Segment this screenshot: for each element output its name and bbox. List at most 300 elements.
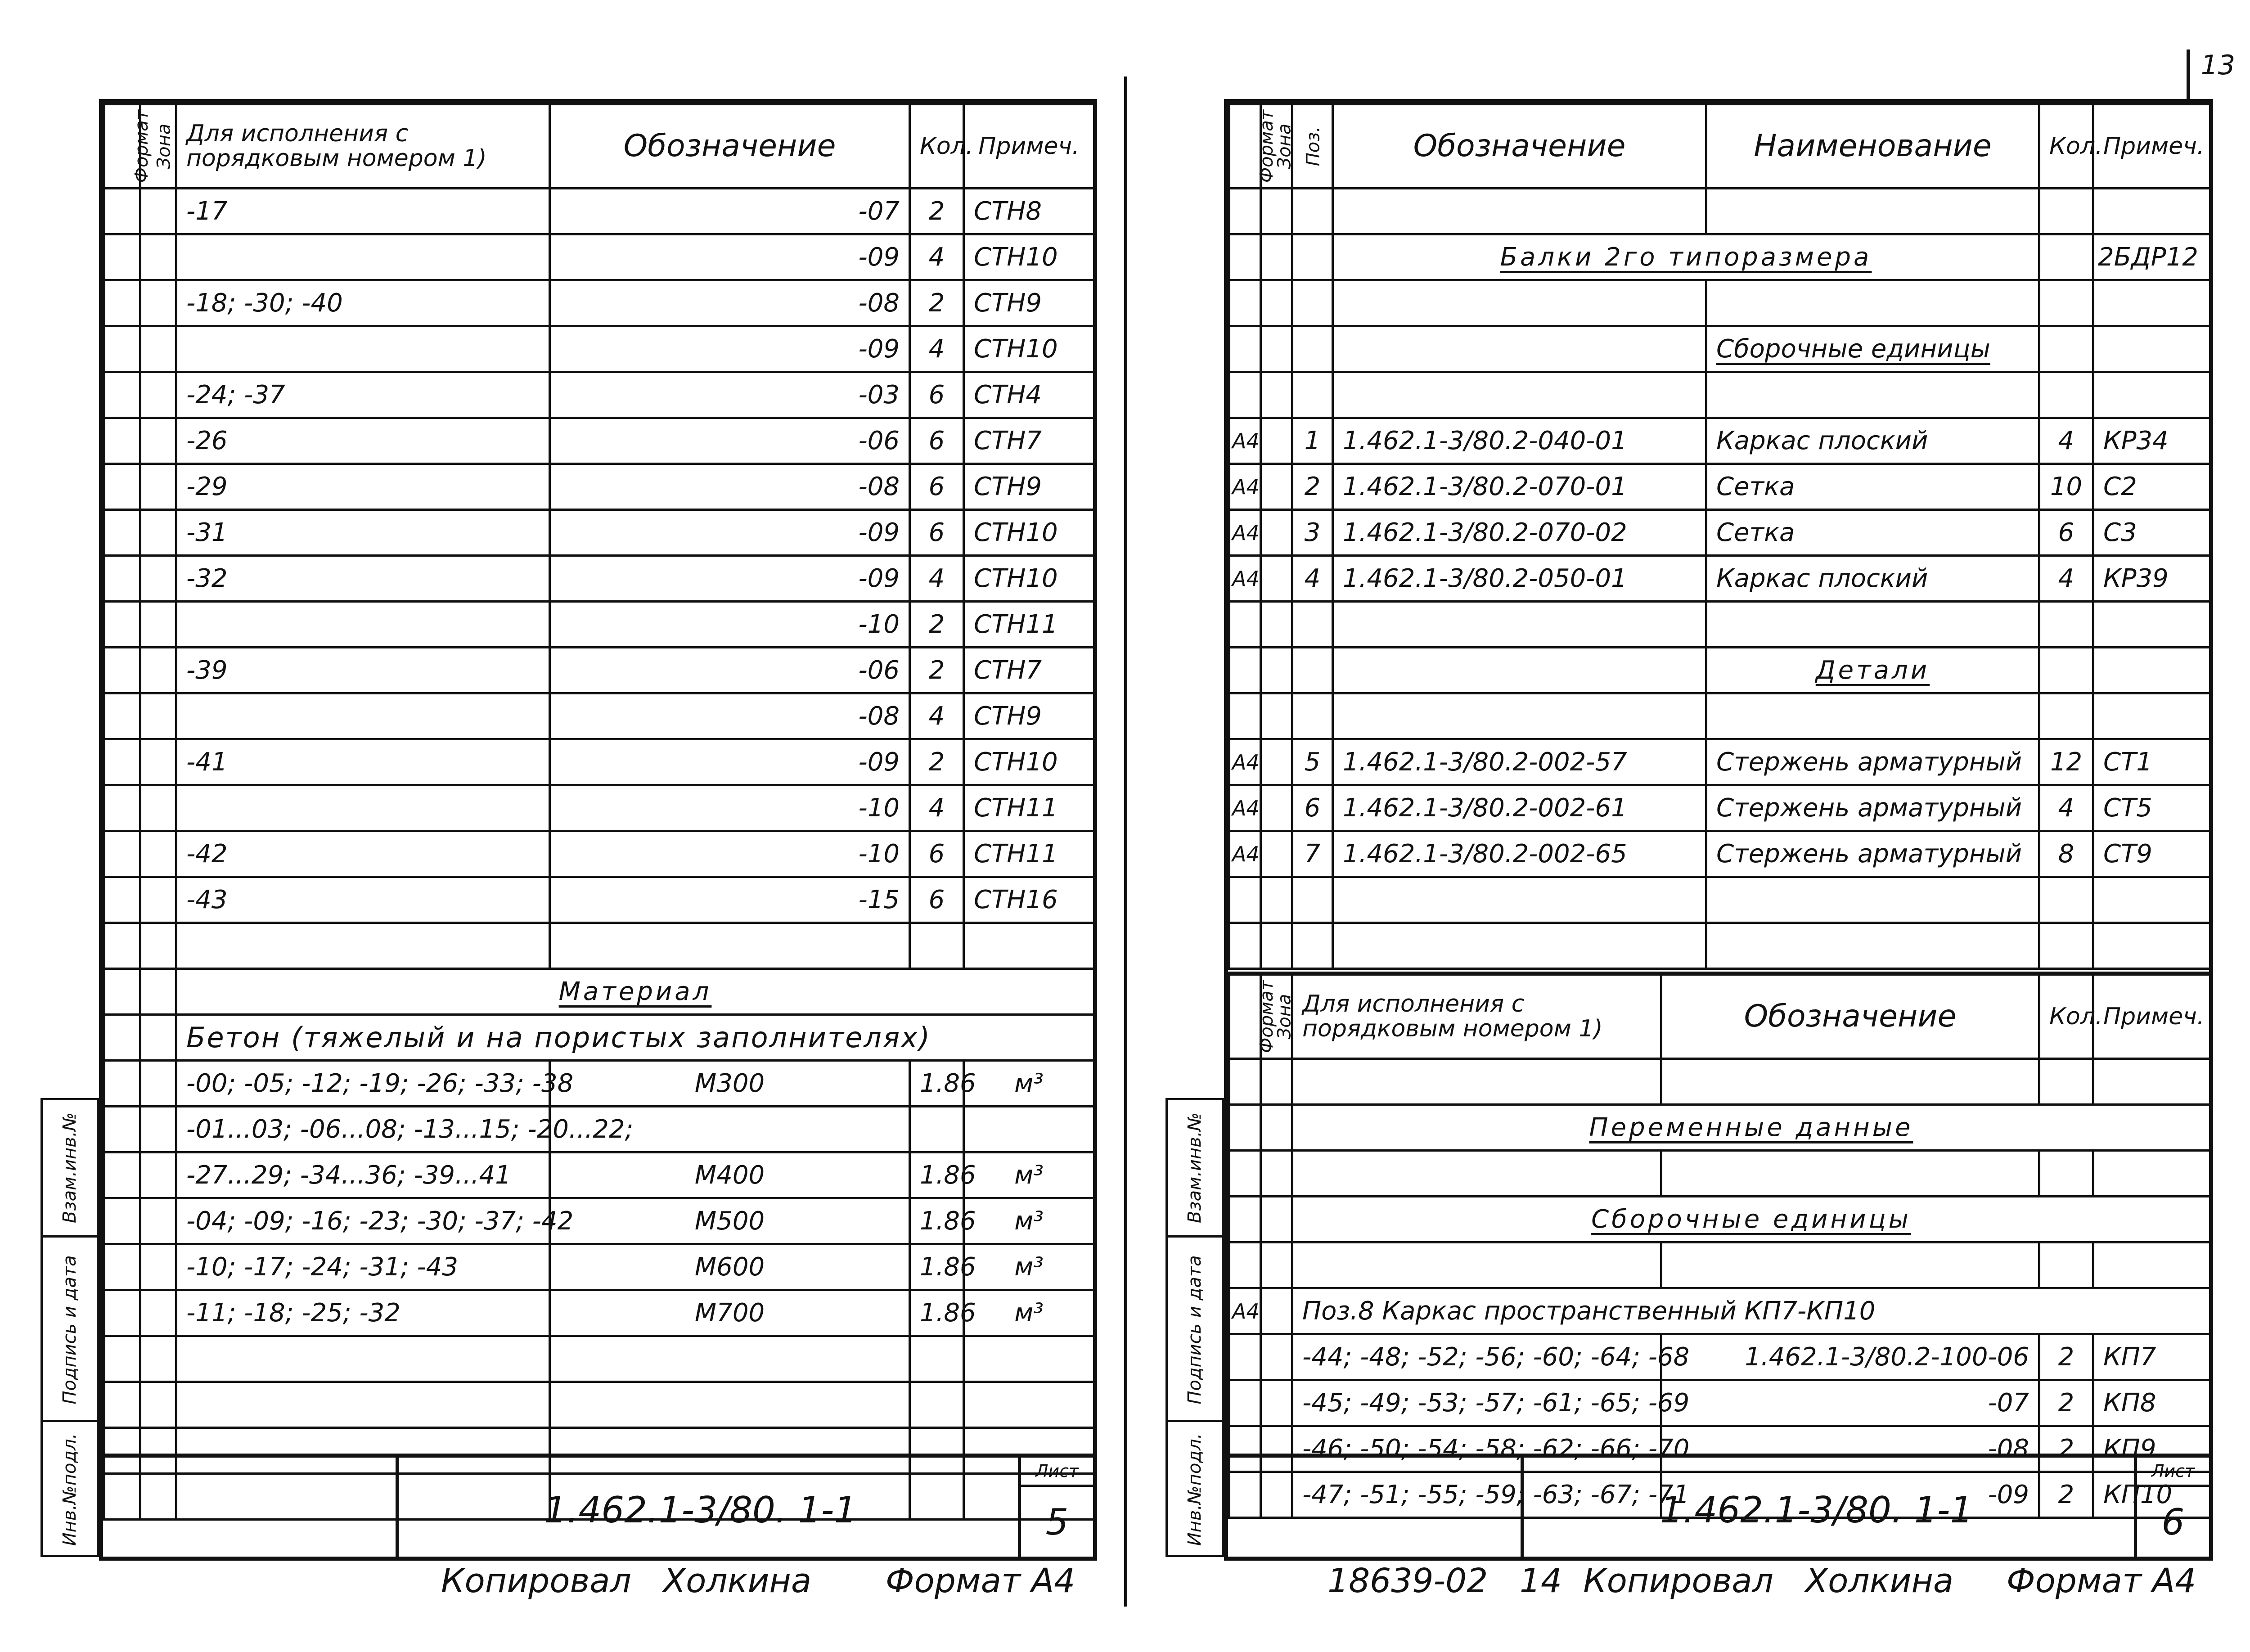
qty-cell: 2 — [910, 602, 964, 648]
unit-cell — [964, 1336, 1094, 1382]
blank-cell — [140, 602, 176, 648]
page-number: 13 — [2200, 50, 2235, 81]
assembly2-title-row — [1229, 1197, 2210, 1242]
blank-cell — [140, 877, 176, 923]
designation-cell: -07 — [1661, 1380, 2039, 1426]
table-row — [104, 280, 1094, 326]
variant-cell — [176, 923, 550, 969]
pos-cell: 6 — [1292, 785, 1333, 831]
table-row — [104, 1198, 1094, 1244]
note-cell: СТН10 — [964, 510, 1094, 556]
table-row — [104, 326, 1094, 372]
blank-cell — [104, 1107, 140, 1152]
table-row — [1229, 418, 2210, 464]
right-footer — [1328, 1562, 2196, 1600]
qty-cell: 4 — [910, 785, 964, 831]
blank-cell — [104, 602, 140, 648]
table-row — [1229, 1334, 2210, 1380]
name-header: Наименование — [1706, 104, 2039, 189]
blank-cell — [104, 693, 140, 739]
left-title-block — [103, 1454, 1093, 1557]
qty-cell: 6 — [910, 877, 964, 923]
grade-cell: М400 — [550, 1152, 910, 1198]
name-cell: Стержень арматурный — [1706, 739, 2039, 785]
right-variable-table — [1228, 972, 2211, 1519]
sheet-box — [2134, 1458, 2209, 1557]
blank-row — [1229, 1151, 2210, 1197]
designation-cell: 1.462.1-3/80.2-070-01 — [1333, 464, 1706, 510]
zone-header: Зона — [1261, 974, 1292, 1059]
sheet-number: 5 — [1045, 1501, 1069, 1543]
blank-cell — [1261, 739, 1292, 785]
note-cell: КР34 — [2093, 418, 2210, 464]
variant-header: Для исполнения с порядковым номером 1) — [1292, 974, 1661, 1059]
blank-cell — [104, 1336, 140, 1382]
pos8-title-row — [1229, 1288, 2210, 1334]
blank-row — [1229, 877, 2210, 923]
concrete-rows — [104, 1061, 1094, 1520]
designation-cell: -09 — [550, 326, 910, 372]
left-footer — [441, 1562, 1075, 1600]
blank-cell — [140, 556, 176, 602]
variant-cell: -10; -17; -24; -31; -43 — [176, 1244, 550, 1290]
variant-cell: -43 — [176, 877, 550, 923]
variant-cell: -27...29; -34...36; -39...41 — [176, 1152, 550, 1198]
blank-cell — [104, 877, 140, 923]
qty-cell: 1.86 — [910, 1061, 964, 1107]
variant-cell — [176, 602, 550, 648]
qty-cell: 2 — [910, 280, 964, 326]
blank-cell — [140, 923, 176, 969]
blank-cell — [104, 464, 140, 510]
blank-cell — [140, 280, 176, 326]
blank-cell — [140, 1382, 176, 1428]
table-row — [104, 1336, 1094, 1382]
designation-cell — [550, 923, 910, 969]
details-title-row — [1229, 648, 2210, 693]
grade-cell: М700 — [550, 1290, 910, 1336]
unit-cell: м³ — [964, 1198, 1094, 1244]
format-cell: А4 — [1229, 1288, 1261, 1334]
qty-cell — [910, 1107, 964, 1152]
right-title-block — [1228, 1454, 2209, 1557]
variant-cell: -26 — [176, 418, 550, 464]
designation-cell: 1.462.1-3/80.2-070-02 — [1333, 510, 1706, 556]
grade-cell: М500 — [550, 1198, 910, 1244]
designation-cell: -10 — [550, 831, 910, 877]
designation-cell: 1.462.1-3/80.2-050-01 — [1333, 556, 1706, 602]
grade-cell — [550, 1336, 910, 1382]
qty-cell: 1.86 — [910, 1244, 964, 1290]
format-cell: А4 — [1229, 785, 1261, 831]
designation-cell: -06 — [550, 648, 910, 693]
blank-cell — [104, 372, 140, 418]
sheet-label: Лист — [2137, 1461, 2209, 1487]
blank-row — [1229, 372, 2210, 418]
blank-cell — [1261, 1380, 1292, 1426]
blank-cell — [140, 1198, 176, 1244]
note-cell: СТН7 — [964, 418, 1094, 464]
qty-cell: 2 — [2039, 1472, 2093, 1518]
blank-cell — [140, 418, 176, 464]
variant-cell: -39 — [176, 648, 550, 693]
sheet-label: Лист — [1021, 1461, 1093, 1487]
table-row — [104, 831, 1094, 877]
note-cell — [964, 923, 1094, 969]
qty-cell: 6 — [910, 372, 964, 418]
qty-cell: 4 — [910, 326, 964, 372]
pos-header: Поз. — [1292, 104, 1333, 189]
blank-cell — [1261, 464, 1292, 510]
qty-cell: 8 — [2039, 831, 2093, 877]
table-row — [104, 923, 1094, 969]
note-cell: СТН7 — [964, 648, 1094, 693]
blank-cell — [140, 1290, 176, 1336]
stamp-divider — [396, 1458, 399, 1557]
blank-cell — [140, 648, 176, 693]
blank-cell — [104, 1244, 140, 1290]
copied-name: Холкина — [1805, 1562, 1954, 1600]
designation-cell: -06 — [550, 418, 910, 464]
table-row — [104, 1290, 1094, 1336]
note-cell: СТН10 — [964, 556, 1094, 602]
variant-cell: -17 — [176, 189, 550, 234]
side-field: Взам.инв.№ — [1184, 1112, 1205, 1224]
table-row — [104, 1061, 1094, 1107]
designation-cell: 1.462.1-3/80.2-002-57 — [1333, 739, 1706, 785]
variant-cell: -04; -09; -16; -23; -30; -37; -42 — [176, 1198, 550, 1244]
table-row — [104, 556, 1094, 602]
qty-cell: 4 — [2039, 556, 2093, 602]
blank-cell — [104, 1152, 140, 1198]
left-spec-table — [103, 103, 1095, 1521]
designation-cell: -07 — [550, 189, 910, 234]
table-header — [104, 104, 1094, 189]
blank-cell — [140, 372, 176, 418]
designation-header: Обозначение — [1661, 974, 2039, 1059]
detail-rows — [1229, 739, 2210, 877]
side-field: Инв.№подл. — [1168, 1420, 1222, 1557]
table-row — [104, 234, 1094, 280]
format-label: Формат А4 — [2006, 1562, 2196, 1600]
blank-cell — [140, 739, 176, 785]
note-cell: СТ5 — [2093, 785, 2210, 831]
left-side-stamp — [40, 1098, 99, 1557]
qty-cell: 12 — [2039, 739, 2093, 785]
note-cell: СТН9 — [964, 280, 1094, 326]
blank-cell — [104, 1382, 140, 1428]
format-cell: А4 — [1229, 418, 1261, 464]
variant-cell — [176, 693, 550, 739]
side-field: Взам.инв.№ — [59, 1112, 80, 1224]
variant-cell — [176, 326, 550, 372]
designation-cell: -08 — [1661, 1426, 2039, 1472]
variant-cell: -41 — [176, 739, 550, 785]
note-cell: СТН8 — [964, 189, 1094, 234]
qty-header: Кол. — [2039, 104, 2093, 189]
blank-cell — [104, 1290, 140, 1336]
note-cell: СТ9 — [2093, 831, 2210, 877]
name-cell: Каркас плоский — [1706, 418, 2039, 464]
copied-label: Копировал — [1583, 1562, 1773, 1600]
qty-cell — [910, 1382, 964, 1428]
grade-cell: М300 — [550, 1061, 910, 1107]
blank-cell — [1229, 1380, 1261, 1426]
designation-cell: -08 — [550, 693, 910, 739]
format-cell: А4 — [1229, 739, 1261, 785]
qty-cell: 2 — [2039, 1426, 2093, 1472]
qty-cell: 6 — [910, 831, 964, 877]
qty-cell: 4 — [910, 693, 964, 739]
blank-cell — [104, 326, 140, 372]
table-row — [104, 1152, 1094, 1198]
blank-cell — [1261, 785, 1292, 831]
blank-cell — [104, 510, 140, 556]
designation-cell: 1.462.1-3/80.2-002-61 — [1333, 785, 1706, 831]
blank-cell — [104, 280, 140, 326]
sheet-number: 6 — [2161, 1501, 2185, 1543]
blank-row — [1229, 693, 2210, 739]
designation-cell: -10 — [550, 785, 910, 831]
pos-cell: 5 — [1292, 739, 1333, 785]
variant-cell: -24; -37 — [176, 372, 550, 418]
name-cell: Сетка — [1706, 464, 2039, 510]
drawing-code: 1.462.1-3/80. 1-1 — [544, 1489, 857, 1531]
note-cell: КП10 — [2093, 1472, 2210, 1518]
zone-header: Зона — [1261, 104, 1292, 189]
note-cell: КР39 — [2093, 556, 2210, 602]
note-cell: С3 — [2093, 510, 2210, 556]
archive-ref: 18639-02 — [1328, 1562, 1488, 1600]
table-row — [104, 693, 1094, 739]
table-row — [1229, 556, 2210, 602]
table-row — [104, 648, 1094, 693]
note-cell: СТН16 — [964, 877, 1094, 923]
note-cell: СТН10 — [964, 234, 1094, 280]
left-sheet — [99, 99, 1097, 1561]
grade-cell: М600 — [550, 1244, 910, 1290]
variable-title-row — [1229, 1105, 2210, 1151]
designation-cell: -15 — [550, 877, 910, 923]
qty-cell: 4 — [2039, 418, 2093, 464]
format-cell: А4 — [1229, 464, 1261, 510]
blank-cell — [140, 510, 176, 556]
pos-cell: 1 — [1292, 418, 1333, 464]
designation-cell: -10 — [550, 602, 910, 648]
designation-cell: -03 — [550, 372, 910, 418]
blank-cell — [140, 1336, 176, 1382]
blank-cell — [104, 785, 140, 831]
designation-cell: -08 — [550, 280, 910, 326]
table-row — [104, 372, 1094, 418]
format-header: Формат — [1229, 974, 1261, 1059]
table-row — [1229, 739, 2210, 785]
qty-cell: 1.86 — [910, 1198, 964, 1244]
copied-name: Холкина — [663, 1562, 812, 1600]
note-cell: С2 — [2093, 464, 2210, 510]
side-field: Подпись и дата — [1168, 1235, 1222, 1422]
note-cell: СТН11 — [964, 602, 1094, 648]
qty-cell: 6 — [2039, 510, 2093, 556]
designation-cell: -08 — [550, 464, 910, 510]
copied-label: Копировал — [441, 1562, 631, 1600]
variant-cell: -01...03; -06...08; -13...15; -20...22; — [176, 1107, 550, 1152]
page-number-bar — [2187, 50, 2190, 99]
right-sheet — [1224, 99, 2213, 1561]
format-cell: А4 — [1229, 556, 1261, 602]
assembly2-title: Сборочные единицы — [1292, 1197, 2210, 1242]
blank-cell — [1261, 1334, 1292, 1380]
qty-cell: 2 — [2039, 1334, 2093, 1380]
table-row — [1229, 510, 2210, 556]
note-cell: СТН10 — [964, 739, 1094, 785]
table-row — [104, 877, 1094, 923]
qty-cell: 4 — [910, 234, 964, 280]
format-label: Формат А4 — [885, 1562, 1076, 1600]
blank-cell — [104, 418, 140, 464]
variant-cell: -18; -30; -40 — [176, 280, 550, 326]
format-header: Формат — [104, 104, 140, 189]
table-row — [1229, 831, 2210, 877]
sheet-box — [1018, 1458, 1093, 1557]
variant-cell: -46; -50; -54; -58; -62; -66; -70 — [1292, 1426, 1661, 1472]
designation-cell: -09 — [550, 234, 910, 280]
blank-cell — [104, 1061, 140, 1107]
qty-header: Кол. — [2039, 974, 2093, 1059]
blank-row — [1229, 923, 2210, 969]
variant-cell: -29 — [176, 464, 550, 510]
qty-cell: 1.86 — [910, 1290, 964, 1336]
variant-header: Для исполнения с порядковым номером 1) — [176, 104, 550, 189]
zone-header: Зона — [140, 104, 176, 189]
blank-row — [1229, 280, 2210, 326]
variant-cell: -45; -49; -53; -57; -61; -65; -69 — [1292, 1380, 1661, 1426]
qty-cell: 6 — [910, 418, 964, 464]
format-cell: А4 — [1229, 831, 1261, 877]
qty-cell: 10 — [2039, 464, 2093, 510]
variant-cell: -00; -05; -12; -19; -26; -33; -38 — [176, 1061, 550, 1107]
assembly-title-row — [1229, 326, 2210, 372]
note-cell: СТН9 — [964, 464, 1094, 510]
designation-header: Обозначение — [550, 104, 910, 189]
qty-cell: 2 — [910, 739, 964, 785]
beams-note: 2БДР12 — [2093, 234, 2210, 280]
blank-cell — [140, 693, 176, 739]
table-header — [1229, 104, 2210, 189]
designation-cell: -09 — [1661, 1472, 2039, 1518]
format-header: Формат — [1229, 104, 1261, 189]
variant-cell — [176, 234, 550, 280]
table-row — [104, 464, 1094, 510]
right-side-stamp — [1166, 1098, 1224, 1557]
assembly-rows — [1229, 418, 2210, 602]
designation-cell: 1.462.1-3/80.2-100-06 — [1661, 1334, 2039, 1380]
blank-cell — [140, 1061, 176, 1107]
variant-cell — [176, 785, 550, 831]
pos-cell: 7 — [1292, 831, 1333, 877]
blank-cell — [104, 234, 140, 280]
blank-cell — [104, 189, 140, 234]
designation-cell: -09 — [550, 510, 910, 556]
table-row — [104, 1382, 1094, 1428]
table-row — [104, 1244, 1094, 1290]
name-cell: Стержень арматурный — [1706, 785, 2039, 831]
beams-title: Балки 2го типоразмера — [1333, 234, 2039, 280]
format-cell: А4 — [1229, 510, 1261, 556]
unit-cell: м³ — [964, 1152, 1094, 1198]
blank-cell — [104, 1198, 140, 1244]
blank-row — [1229, 602, 2210, 648]
blank-cell — [104, 648, 140, 693]
note-cell: СТ1 — [2093, 739, 2210, 785]
fold-line — [1124, 77, 1127, 1607]
blank-cell — [104, 556, 140, 602]
pos-cell: 2 — [1292, 464, 1333, 510]
qty-cell — [910, 923, 964, 969]
name-cell: Сетка — [1706, 510, 2039, 556]
qty-cell: 6 — [910, 510, 964, 556]
name-cell: Каркас плоский — [1706, 556, 2039, 602]
table-row — [104, 739, 1094, 785]
qty-cell: 2 — [910, 189, 964, 234]
table-row — [1229, 1380, 2210, 1426]
blank-cell — [140, 189, 176, 234]
note-cell: КП8 — [2093, 1380, 2210, 1426]
unit-cell — [964, 1382, 1094, 1428]
stamp-divider — [1521, 1458, 1524, 1557]
side-field: Инв.№подл. — [43, 1420, 97, 1557]
variant-cell: -44; -48; -52; -56; -60; -64; -68 — [1292, 1334, 1661, 1380]
designation-header: Обозначение — [1333, 104, 1706, 189]
qty-header: Кол. — [910, 104, 964, 189]
table-row — [1229, 464, 2210, 510]
material-title: Материал — [176, 969, 1094, 1015]
note-cell: СТН10 — [964, 326, 1094, 372]
variant-cell: -32 — [176, 556, 550, 602]
designation-cell: 1.462.1-3/80.2-002-65 — [1333, 831, 1706, 877]
sheet-ref: 14 — [1519, 1562, 1562, 1600]
blank-cell — [1261, 556, 1292, 602]
assembly-title: Сборочные единицы — [1706, 326, 2039, 372]
table-row — [104, 1107, 1094, 1152]
blank-cell — [140, 785, 176, 831]
qty-cell: 2 — [2039, 1380, 2093, 1426]
qty-cell: 1.86 — [910, 1152, 964, 1198]
blank-cell — [140, 464, 176, 510]
blank-cell — [140, 1244, 176, 1290]
qty-cell: 2 — [910, 648, 964, 693]
blank-cell — [1261, 510, 1292, 556]
table-row — [104, 785, 1094, 831]
variant-cell: -11; -18; -25; -32 — [176, 1290, 550, 1336]
blank-cell — [140, 1152, 176, 1198]
blank-cell — [1261, 418, 1292, 464]
note-cell: КП9 — [2093, 1426, 2210, 1472]
blank-row — [1229, 189, 2210, 234]
qty-cell: 4 — [2039, 785, 2093, 831]
drawing-code: 1.462.1-3/80. 1-1 — [1660, 1489, 1973, 1531]
variant-cell: -42 — [176, 831, 550, 877]
blank-cell — [1261, 831, 1292, 877]
unit-cell: м³ — [964, 1244, 1094, 1290]
note-cell: СТН11 — [964, 831, 1094, 877]
pos-cell: 4 — [1292, 556, 1333, 602]
variant-cell: -31 — [176, 510, 550, 556]
blank-cell — [104, 739, 140, 785]
pos8-title: Поз.8 Каркас пространственный КП7-КП10 — [1292, 1288, 2210, 1334]
note-cell: СТН11 — [964, 785, 1094, 831]
blank-row — [1229, 1059, 2210, 1105]
